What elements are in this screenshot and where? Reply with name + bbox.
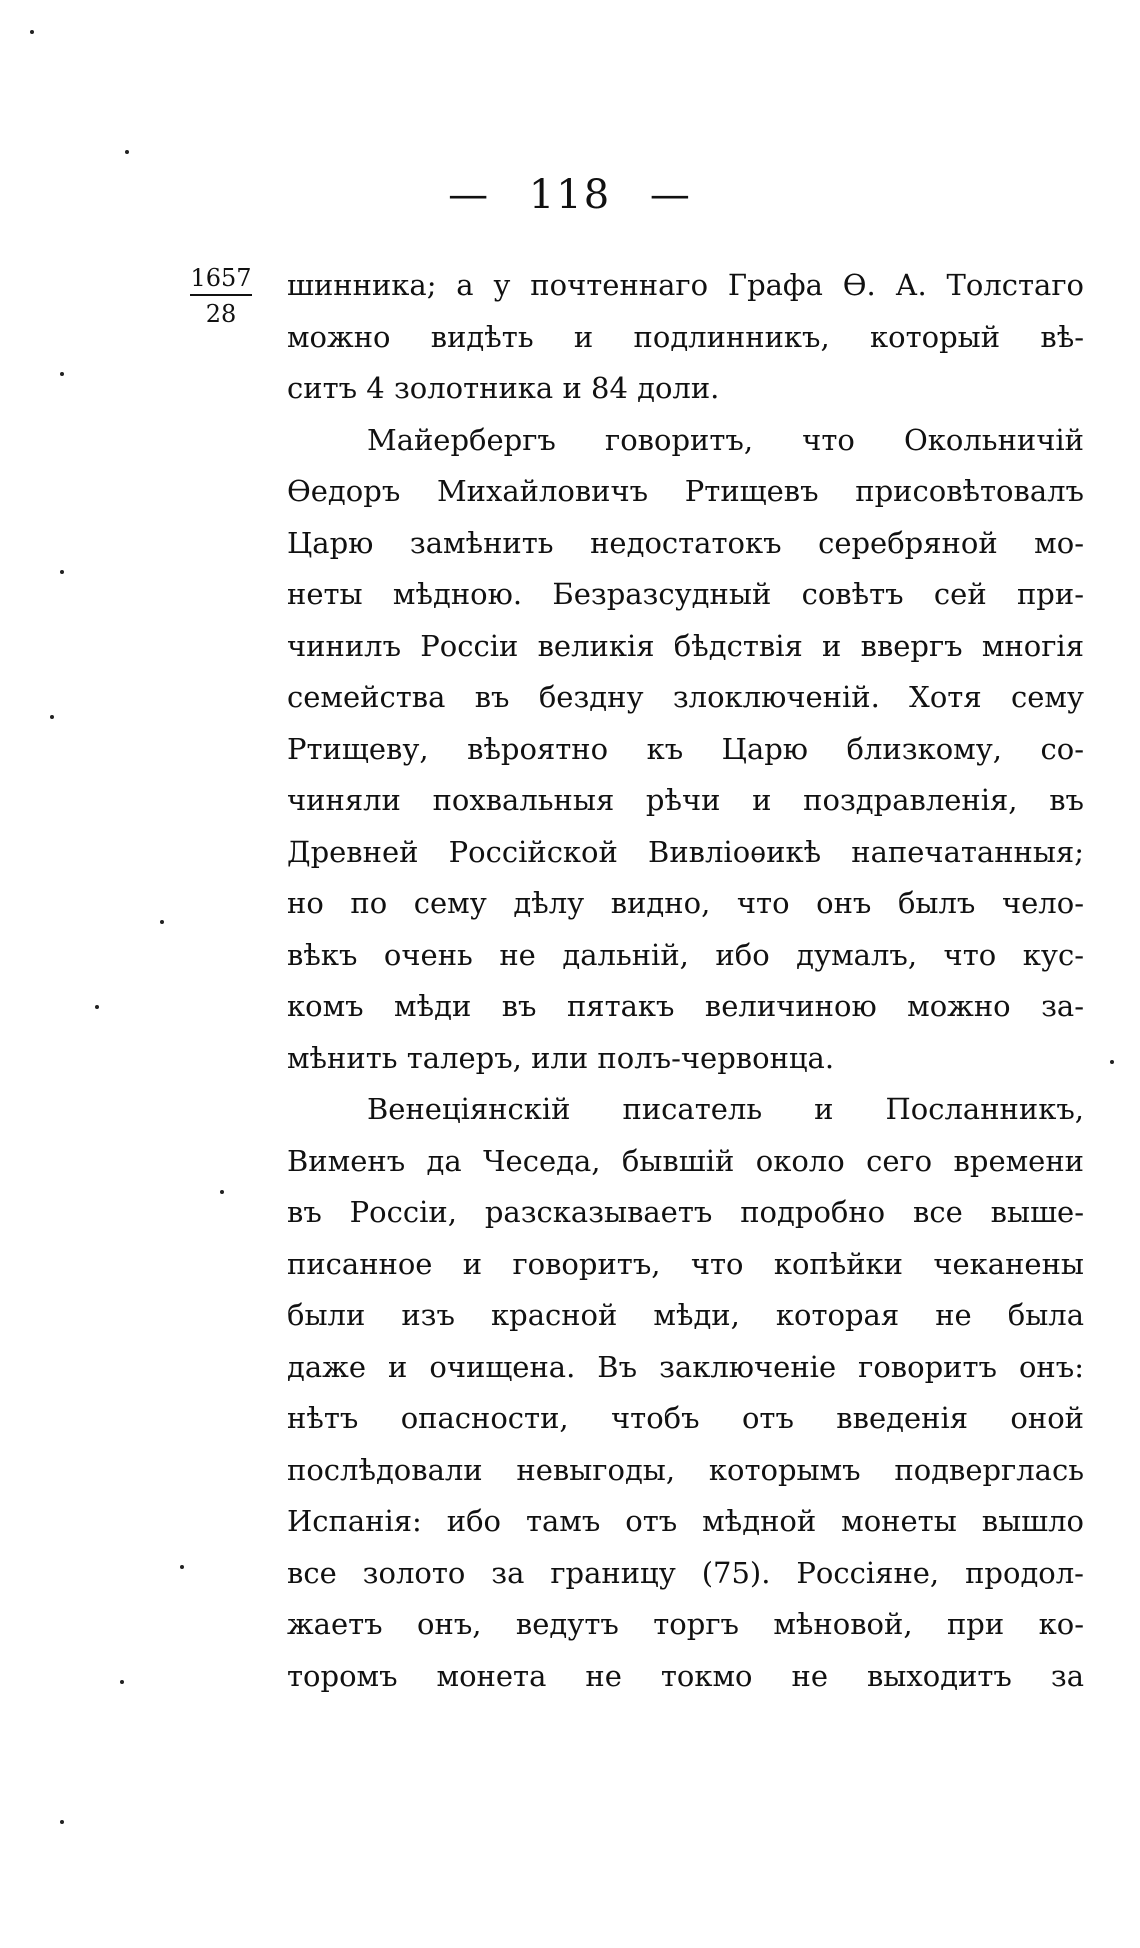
header-dash-right: —	[649, 172, 692, 218]
text-line: даже и очищена. Въ заключеніе говоритъ онъ:	[287, 1349, 1084, 1384]
text-line: но по сему дѣлу видно, что онъ былъ чело-	[287, 886, 1084, 920]
text-line: комъ мѣди въ пятакъ величиною можно за-	[287, 989, 1084, 1023]
speck	[1110, 1060, 1114, 1064]
page-number: 118	[528, 172, 612, 218]
text-line: все золото за границу (75). Россіяне, продол-	[287, 1555, 1084, 1590]
page-header	[0, 172, 1140, 218]
text-line: можно видѣть и подлинникъ, который вѣ-	[287, 319, 1084, 354]
text-line: послѣдовали невыгоды, которымъ подверглась	[287, 1452, 1084, 1487]
speck	[95, 1005, 99, 1009]
speck	[180, 1565, 184, 1569]
speck	[220, 1190, 224, 1194]
text-line: Вименъ да Чеседа, бывшій около сего времени	[287, 1143, 1084, 1178]
margin-date-note	[190, 266, 252, 326]
text-line: Древней Россійской Вивліоѳикѣ напечатанныя;	[287, 834, 1084, 869]
text-line: Венеціянскій писатель и Посланникъ,	[367, 1092, 1084, 1126]
speck	[60, 372, 64, 376]
speck	[125, 150, 129, 154]
speck	[30, 30, 34, 34]
margin-day: 28	[205, 300, 237, 328]
text-line: были изъ красной мѣди, которая не была	[287, 1298, 1084, 1332]
text-line: семейства въ бездну злоключеній. Хотя сему	[287, 680, 1084, 714]
text-line: неты мѣдною. Безразсудный совѣтъ сей при-	[287, 577, 1084, 611]
text-line: Ѳедоръ Михайловичъ Ртищевъ присовѣтовалъ	[287, 474, 1084, 508]
text-line: торомъ монета не токмо не выходитъ за	[287, 1658, 1084, 1693]
text-line: жаетъ онъ, ведутъ торгъ мѣновой, при ко-	[287, 1607, 1084, 1641]
speck	[160, 920, 164, 924]
speck	[60, 1820, 64, 1824]
body-text	[287, 260, 1084, 1702]
text-line: чинилъ Россіи великія бѣдствія и ввергъ многія	[287, 628, 1084, 663]
margin-year: 1657	[190, 266, 252, 296]
text-line: нѣтъ опасности, чтобъ отъ введенія оной	[287, 1401, 1084, 1435]
speck	[60, 570, 64, 574]
text-line: вѣкъ очень не дальній, ибо думалъ, что кус-	[287, 937, 1084, 972]
text-line: Майербергъ говоритъ, что Окольничій	[367, 422, 1084, 457]
text-line: мѣнить талеръ, или полъ-червонца.	[287, 1040, 835, 1075]
text-line: ситъ 4 золотника и 84 доли.	[287, 371, 720, 405]
text-line: чиняли похвальныя рѣчи и поздравленія, въ	[287, 783, 1084, 817]
text-line: Ртищеву, вѣроятно къ Царю близкому, со-	[287, 731, 1084, 766]
text-line: писанное и говоритъ, что копѣйки чеканены	[287, 1246, 1084, 1281]
text-line: въ Россіи, разсказываетъ подробно все выше-	[287, 1195, 1084, 1229]
text-line: шинника; а у почтеннаго Графа Ѳ. А. Толстаго	[287, 268, 1084, 302]
speck	[50, 715, 54, 719]
text-line: Царю замѣнить недостатокъ серебряной мо-	[287, 525, 1084, 560]
speck	[120, 1680, 124, 1684]
header-dash-left: —	[448, 172, 491, 218]
text-line: Испанія: ибо тамъ отъ мѣдной монеты вышло	[287, 1504, 1084, 1538]
